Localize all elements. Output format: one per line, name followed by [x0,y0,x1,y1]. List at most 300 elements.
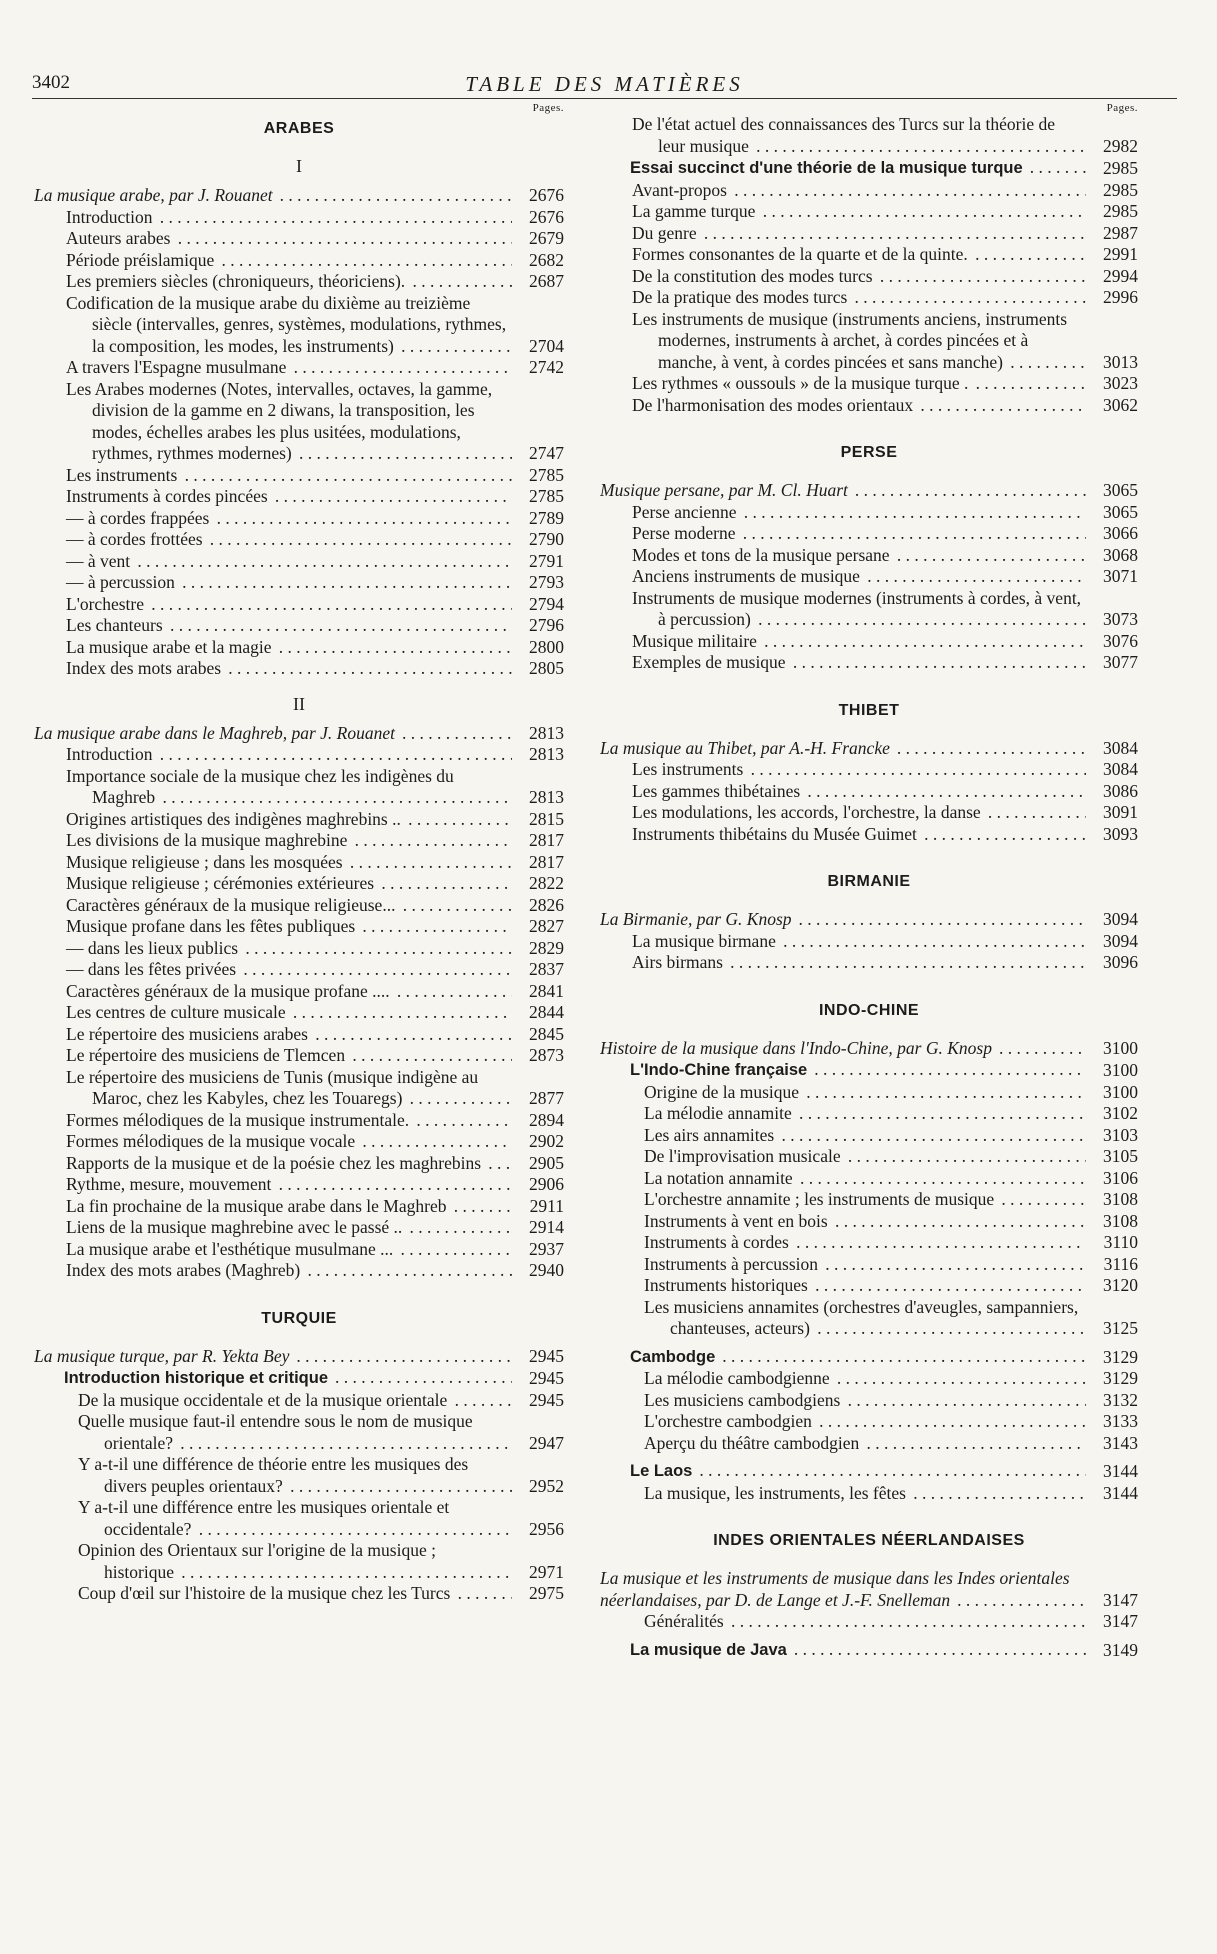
toc-entry[interactable] [34,1390,564,1412]
toc-entry-page: 2991 [1086,244,1138,266]
toc-entry-page: 2914 [512,1217,564,1239]
toc-entry[interactable] [600,652,1138,674]
toc-entry-page: 2844 [512,1002,564,1024]
toc-entry[interactable] [600,1411,1138,1433]
toc-entry-page: 3073 [1086,609,1138,631]
toc-entry[interactable] [34,1583,564,1605]
toc-entry-title: Origines artistiques des indigènes maghrebins .. [66,809,404,829]
pages-label: Pages. [532,102,564,114]
toc-entry-page: 2747 [512,443,564,465]
toc-entry[interactable] [34,1196,564,1218]
toc-entry-title: Musique religieuse ; cérémonies extérieures [66,873,377,893]
toc-list [600,1611,1138,1633]
toc-entry-title: Les premiers siècles (chroniqueurs, théoriciens). [66,271,408,291]
toc-entry-title: Les instruments [66,465,180,485]
toc-entry-title: Du genre [632,223,700,243]
toc-entry-page: 2829 [512,938,564,960]
toc-entry-page: 2789 [512,508,564,530]
toc-main-entry[interactable]: Histoire de la musique dans l'Indo-Chine, par G. Knosp . . . 3100 [600,1038,1138,1060]
toc-entry-page: 3147 [1086,1611,1138,1633]
toc-entry-page: 2845 [512,1024,564,1046]
toc-main-entry[interactable]: La musique et les instruments de musique dans les Indes orientales néerlandaises, par D. de Lange et J.-F. Snelleman . . . 3147 [600,1568,1138,1611]
toc-entry-title: Avant-propos [632,180,730,200]
toc-entry-page: 2794 [512,594,564,616]
left-column [34,102,564,1605]
section-heading-perse: PERSE [840,444,898,461]
toc-entry-title: Anciens instruments de musique [632,566,863,586]
toc-entry[interactable] [34,207,564,229]
toc-entry-title: — à vent [66,551,133,571]
toc-entry-page: 2956 [512,1519,564,1541]
toc-entry-page: 2945 [512,1390,564,1412]
toc-entry[interactable] [34,594,564,616]
toc-list [600,502,1138,674]
toc-entry-title: — dans les lieux publics [66,938,241,958]
toc-entry-page: 3013 [1086,352,1138,374]
toc-entry-page: 2785 [512,486,564,508]
toc-entry[interactable] [34,572,564,594]
toc-entry-title: Les musiciens cambodgiens [644,1390,843,1410]
toc-entry-title: Le répertoire des musiciens de Tunis (musique indigène au Maroc, chez les Kabyles, chez les Touaregs) [66,1066,479,1108]
toc-entry[interactable] [34,916,564,938]
toc-entry-page: 2987 [1086,223,1138,245]
toc-entry[interactable] [600,1232,1138,1254]
section-heading-arabes: ARABES [263,120,335,137]
toc-entry-title: Index des mots arabes [66,658,224,678]
toc-entry-page: 2940 [512,1260,564,1282]
toc-entry-title: Instruments à cordes [644,1232,792,1252]
toc-entry[interactable] [34,465,564,487]
toc-entry[interactable] [600,1125,1138,1147]
toc-entry-title: Perse moderne [632,523,739,543]
toc-entry-title: Origine de la musique [644,1082,802,1102]
toc-entry-title: La musique arabe et l'esthétique musulmane ... [66,1239,396,1259]
toc-entry[interactable] [34,293,564,358]
toc-entry-title: Y a-t-il une différence de théorie entre les musiques des divers peuples orientaux? [78,1454,469,1496]
toc-entry[interactable] [34,1217,564,1239]
toc-entry-page: 3103 [1086,1125,1138,1147]
toc-entry-page: 2906 [512,1174,564,1196]
toc-list [600,931,1138,974]
toc-list [34,207,564,680]
toc-sub-entry[interactable]: La musique de Java . . . 3149 [600,1639,1138,1662]
toc-entry-title: Instruments à cordes pincées [66,486,271,506]
toc-entry-title: Le répertoire des musiciens de Tlemcen [66,1045,348,1065]
toc-entry[interactable] [34,1153,564,1175]
toc-entry-title: Formes consonantes de la quarte et de la quinte. [632,244,971,264]
toc-entry-page: 2982 [1086,136,1138,158]
toc-entry-title: Les divisions de la musique maghrebine [66,830,350,850]
toc-entry-page: 2813 [512,744,564,766]
toc-entry-page: 3144 [1086,1483,1138,1505]
toc-entry[interactable] [600,802,1138,824]
toc-entry-title: Instruments à percussion [644,1254,821,1274]
right-column [600,102,1138,1661]
toc-entry[interactable] [34,271,564,293]
toc-entry[interactable] [34,1540,564,1583]
toc-entry-title: Auteurs arabes [66,228,173,248]
toc-entry-page: 2791 [512,551,564,573]
toc-entry[interactable] [600,545,1138,567]
toc-entry[interactable] [600,566,1138,588]
page-number: 3402 [32,72,70,93]
toc-entry-page: 2800 [512,637,564,659]
toc-entry-title: La musique arabe et la magie [66,637,275,657]
toc-entry-title: Généralités [644,1611,727,1631]
toc-entry-page: 2985 [1086,201,1138,223]
toc-entry[interactable] [600,1433,1138,1455]
toc-entry-title: Les gammes thibétaines [632,781,803,801]
toc-entry-page: 3086 [1086,781,1138,803]
toc-entry[interactable] [600,502,1138,524]
toc-entry[interactable] [34,959,564,981]
toc-entry[interactable] [34,551,564,573]
toc-entry-title: Exemples de musique [632,652,789,672]
toc-entry-title: La mélodie cambodgienne [644,1368,833,1388]
toc-entry-page: 3062 [1086,395,1138,417]
toc-entry[interactable] [600,114,1138,157]
toc-entry[interactable] [34,766,564,809]
toc-list [600,1368,1138,1454]
toc-entry-page: 2687 [512,271,564,293]
toc-entry-title: Rythme, mesure, mouvement [66,1174,274,1194]
toc-list [34,744,564,1282]
toc-entry-page: 3129 [1086,1368,1138,1390]
toc-entry[interactable] [600,952,1138,974]
toc-entry[interactable] [600,1390,1138,1412]
toc-entry-page: 2817 [512,830,564,852]
toc-entry-page: 2676 [512,207,564,229]
toc-entry-page: 2785 [512,465,564,487]
toc-entry[interactable] [34,1002,564,1024]
toc-entry-title: Importance sociale de la musique chez les indigènes du Maghreb [66,765,454,807]
toc-entry[interactable] [600,1168,1138,1190]
section-heading-thibet: THIBET [838,701,900,719]
toc-main-entry[interactable]: La musique arabe dans le Maghreb, par J. Rouanet . . . 2813 [34,723,564,745]
toc-entry-title: Les chanteurs [66,615,166,635]
toc-entry-title: Les centres de culture musicale [66,1002,289,1022]
toc-entry-page: 3084 [1086,759,1138,781]
toc-entry-page: 2837 [512,959,564,981]
toc-entry[interactable] [34,486,564,508]
toc-entry-page: 2815 [512,809,564,831]
toc-entry-page: 3023 [1086,373,1138,395]
toc-entry[interactable] [34,895,564,917]
toc-entry-title: Airs birmans [632,952,726,972]
toc-entry[interactable] [34,529,564,551]
toc-entry-title: Coup d'œil sur l'histoire de la musique chez les Turcs [78,1583,453,1603]
toc-entry[interactable] [34,809,564,831]
toc-entry-page: 2937 [512,1239,564,1261]
toc-entry[interactable] [600,824,1138,846]
toc-entry[interactable] [600,1103,1138,1125]
toc-entry[interactable] [600,201,1138,223]
toc-entry-page: 3105 [1086,1146,1138,1168]
toc-entry-title: L'orchestre cambodgien [644,1411,815,1431]
section-heading-indes: INDES ORIENTALES NÉERLANDAISES [713,1532,1025,1549]
toc-entry[interactable] [600,523,1138,545]
toc-entry[interactable] [600,1611,1138,1633]
toc-entry-page: 2947 [512,1433,564,1455]
toc-sub-entry[interactable]: Cambodge . . . 3129 [600,1346,1138,1369]
toc-entry[interactable] [600,223,1138,245]
toc-entry[interactable] [34,1260,564,1282]
toc-entry-title: — à percussion [66,572,178,592]
toc-list [34,1390,564,1605]
toc-entry-page: 2826 [512,895,564,917]
toc-entry[interactable] [600,1211,1138,1233]
toc-entry[interactable] [600,1368,1138,1390]
page-title: TABLE DES MATIÈRES [465,72,744,96]
toc-entry[interactable] [600,1275,1138,1297]
toc-entry-page: 2905 [512,1153,564,1175]
toc-entry[interactable] [600,373,1138,395]
toc-entry-title: Index des mots arabes (Maghreb) [66,1260,303,1280]
toc-entry-title: Introduction [66,207,156,227]
toc-entry-title: — à cordes frottées [66,529,206,549]
toc-entry-title: De la constitution des modes turcs [632,266,876,286]
toc-entry-title: Les instruments de musique (instruments anciens, instruments modernes, instruments à archet, à cordes pincées et à manche, à vent, à cordes pincées et sans manche) [632,308,1068,372]
toc-entry-page: 2796 [512,615,564,637]
toc-entry-title: De l'improvisation musicale [644,1146,844,1166]
toc-entry-title: Aperçu du théâtre cambodgien [644,1433,862,1453]
toc-entry-title: L'orchestre [66,594,147,614]
toc-list [600,1082,1138,1340]
toc-entry-page: 2793 [512,572,564,594]
toc-entry-title: La mélodie annamite [644,1103,795,1123]
toc-entry-page: 3143 [1086,1433,1138,1455]
toc-entry-page: 3091 [1086,802,1138,824]
toc-entry[interactable] [34,830,564,852]
toc-entry[interactable] [34,1454,564,1497]
pages-label: Pages. [1106,102,1138,114]
toc-entry[interactable] [600,244,1138,266]
toc-entry-page: 3100 [1086,1082,1138,1104]
toc-entry[interactable] [34,852,564,874]
toc-entry-page: 2817 [512,852,564,874]
toc-entry-title: Musique profane dans les fêtes publiques [66,916,358,936]
toc-list [600,180,1138,417]
toc-entry-title: Instruments à vent en bois [644,1211,831,1231]
toc-entry-page: 3102 [1086,1103,1138,1125]
toc-main-entry[interactable]: Musique persane, par M. Cl. Huart . . . 3065 [600,480,1138,502]
toc-entry-title: La notation annamite [644,1168,796,1188]
toc-entry-page: 2682 [512,250,564,272]
toc-main-entry[interactable]: La musique arabe, par J. Rouanet . . . 2676 [34,185,564,207]
toc-entry[interactable] [34,1131,564,1153]
toc-entry-page: 2827 [512,916,564,938]
toc-entry[interactable] [600,309,1138,374]
section-heading-indochine: INDO-CHINE [818,1001,920,1019]
toc-entry-title: Formes mélodiques de la musique instrumentale. [66,1110,412,1130]
toc-entry-title: Instruments de musique modernes (instruments à cordes, à vent, à percussion) [632,587,1082,629]
toc-entry-title: Introduction [66,744,156,764]
toc-entry[interactable] [34,1067,564,1110]
toc-entry-page: 2742 [512,357,564,379]
toc-entry-page: 2873 [512,1045,564,1067]
toc-entry-title: Perse ancienne [632,502,739,522]
toc-entry-title: Les Arabes modernes (Notes, intervalles, octaves, la gamme, division de la gamme en 2 diwans, la transposition, les modes, échelles arabes les plus usitées, modulations, rythmes, rythmes modernes) [66,378,493,463]
toc-entry-page: 3108 [1086,1211,1138,1233]
part-numeral: I [296,156,302,176]
toc-sub-entry[interactable]: Essai succinct d'une théorie de la musique turque . . . 2985 [600,157,1138,180]
toc-entry[interactable] [600,631,1138,653]
toc-entry-page: 3132 [1086,1390,1138,1412]
toc-entry[interactable] [600,395,1138,417]
toc-entry[interactable] [600,287,1138,309]
toc-entry-page: 3125 [1086,1318,1138,1340]
toc-entry-title: Rapports de la musique et de la poésie chez les maghrebins [66,1153,484,1173]
toc-entry-title: Les rythmes « oussouls » de la musique turque . [632,373,971,393]
section-heading-birmanie: BIRMANIE [827,873,911,890]
toc-entry-title: Instruments historiques [644,1275,811,1295]
toc-entry[interactable] [600,266,1138,288]
toc-entry-page: 2911 [512,1196,564,1218]
toc-entry-page: 3096 [1086,952,1138,974]
toc-entry-page: 3116 [1086,1254,1138,1276]
toc-entry-page: 2952 [512,1476,564,1498]
toc-entry[interactable] [600,781,1138,803]
toc-list [600,1483,1138,1505]
toc-entry[interactable] [34,637,564,659]
toc-entry-page: 3094 [1086,931,1138,953]
toc-entry-page: 3133 [1086,1411,1138,1433]
toc-entry[interactable] [600,1483,1138,1505]
toc-sub-entry[interactable]: Le Laos . . . 3144 [600,1460,1138,1483]
toc-entry-page: 3071 [1086,566,1138,588]
toc-entry-title: Musique religieuse ; dans les mosquées [66,852,346,872]
toc-entry-page: 2996 [1086,287,1138,309]
toc-entry-title: Les modulations, les accords, l'orchestre, la danse [632,802,984,822]
toc-entry[interactable] [34,744,564,766]
toc-entry[interactable] [600,180,1138,202]
toc-entry[interactable] [34,357,564,379]
toc-entry[interactable] [34,1110,564,1132]
toc-entry-title: Quelle musique faut-il entendre sous le nom de musique orientale? [78,1411,473,1453]
toc-entry-title: Modes et tons de la musique persane [632,545,893,565]
toc-entry-title: La fin prochaine de la musique arabe dans le Maghreb [66,1196,449,1216]
toc-entry-page: 2902 [512,1131,564,1153]
toc-entry-page: 3068 [1086,545,1138,567]
toc-entry-title: A travers l'Espagne musulmane [66,357,289,377]
toc-entry[interactable] [34,1411,564,1454]
toc-entry-page: 3120 [1086,1275,1138,1297]
toc-main-entry[interactable]: La musique turque, par R. Yekta Bey . . . 2945 [34,1346,564,1368]
toc-entry-page: 2971 [512,1562,564,1584]
toc-entry-title: — dans les fêtes privées [66,959,239,979]
toc-entry-page: 2790 [512,529,564,551]
toc-entry-page: 3093 [1086,824,1138,846]
toc-entry[interactable] [34,1239,564,1261]
toc-list [600,759,1138,845]
toc-entry[interactable] [600,759,1138,781]
toc-entry-title: Y a-t-il une différence entre les musiques orientale et occidentale? [78,1497,450,1539]
toc-entry-title: De l'harmonisation des modes orientaux [632,395,916,415]
toc-entry-page: 2813 [512,787,564,809]
toc-entry[interactable] [600,931,1138,953]
running-head [32,72,1177,99]
toc-entry-title: Les airs annamites [644,1125,777,1145]
toc-sub-entry[interactable]: L'Indo-Chine française . . . 3100 [600,1059,1138,1082]
toc-entry[interactable] [34,1024,564,1046]
toc-entry[interactable] [600,1254,1138,1276]
part-numeral: II [293,693,305,714]
toc-entry-page: 2894 [512,1110,564,1132]
toc-entry-title: De la musique occidentale et de la musique orientale [78,1390,450,1410]
toc-entry[interactable] [34,658,564,680]
toc-entry-page: 3066 [1086,523,1138,545]
toc-entry-title: L'orchestre annamite ; les instruments de musique [644,1189,997,1209]
toc-entry[interactable] [34,1497,564,1540]
toc-entry-title: Formes mélodiques de la musique vocale [66,1131,358,1151]
toc-entry-title: La musique, les instruments, les fêtes [644,1483,909,1503]
toc-entry-page: 2877 [512,1088,564,1110]
toc-entry-title: Opinion des Orientaux sur l'origine de la musique ; historique [78,1540,436,1582]
toc-main-entry[interactable]: La Birmanie, par G. Knosp . . . 3094 [600,909,1138,931]
toc-entry-title: Période préislamique [66,250,217,270]
toc-entry[interactable] [600,1146,1138,1168]
toc-entry[interactable] [600,1082,1138,1104]
toc-entry-title: Les instruments [632,759,746,779]
toc-entry-title: Codification de la musique arabe du dixième au treizième siècle (intervalles, genres, systèmes, modulations, rythmes, la composition, les modes, les instruments) [66,292,507,356]
toc-entry[interactable] [34,981,564,1003]
toc-entry-page: 2994 [1086,266,1138,288]
toc-entry-page: 3106 [1086,1168,1138,1190]
toc-entry[interactable] [600,588,1138,631]
toc-entry[interactable] [34,1045,564,1067]
toc-entry-title: La musique birmane [632,931,779,951]
toc-entry-page: 3110 [1086,1232,1138,1254]
toc-entry[interactable] [34,250,564,272]
section-heading-turquie: TURQUIE [261,1309,337,1327]
toc-entry-title: Liens de la musique maghrebine avec le passé .. [66,1217,405,1237]
toc-entry-page: 3077 [1086,652,1138,674]
toc-entry-title: De la pratique des modes turcs [632,287,850,307]
toc-entry-page: 2975 [512,1583,564,1605]
toc-entry-page: 3065 [1086,502,1138,524]
toc-entry[interactable] [34,873,564,895]
toc-entry-page: 3076 [1086,631,1138,653]
toc-entry-title: De l'état actuel des connaissances des Turcs sur la théorie de leur musique [632,114,1056,156]
toc-entry-page: 2805 [512,658,564,680]
toc-entry[interactable] [600,1297,1138,1340]
toc-entry-title: Caractères généraux de la musique religieuse... [66,895,398,915]
toc-main-entry[interactable]: La musique au Thibet, par A.-H. Francke . . . 3084 [600,738,1138,760]
toc-entry[interactable] [34,508,564,530]
toc-entry-title: Musique militaire [632,631,760,651]
toc-sub-entry[interactable]: Introduction historique et critique . . . 2945 [34,1367,564,1390]
toc-entry[interactable] [34,938,564,960]
toc-entry[interactable] [34,1174,564,1196]
toc-entry-page: 2704 [512,336,564,358]
toc-entry-page: 2679 [512,228,564,250]
toc-entry[interactable] [34,228,564,250]
toc-entry-page: 3108 [1086,1189,1138,1211]
toc-entry-page: 2841 [512,981,564,1003]
toc-entry[interactable] [34,615,564,637]
toc-entry-title: La gamme turque [632,201,758,221]
toc-entry[interactable] [600,1189,1138,1211]
toc-list [600,114,1138,157]
toc-entry-title: Instruments thibétains du Musée Guimet [632,824,920,844]
toc-entry-title: — à cordes frappées [66,508,212,528]
toc-entry-title: Les musiciens annamites (orchestres d'aveugles, sampanniers, chanteuses, acteurs) [644,1296,1079,1338]
toc-entry-title: Le répertoire des musiciens arabes [66,1024,311,1044]
toc-entry-title: Caractères généraux de la musique profane .... [66,981,393,1001]
toc-entry-page: 2822 [512,873,564,895]
toc-entry-page: 2985 [1086,180,1138,202]
toc-entry[interactable] [34,379,564,465]
